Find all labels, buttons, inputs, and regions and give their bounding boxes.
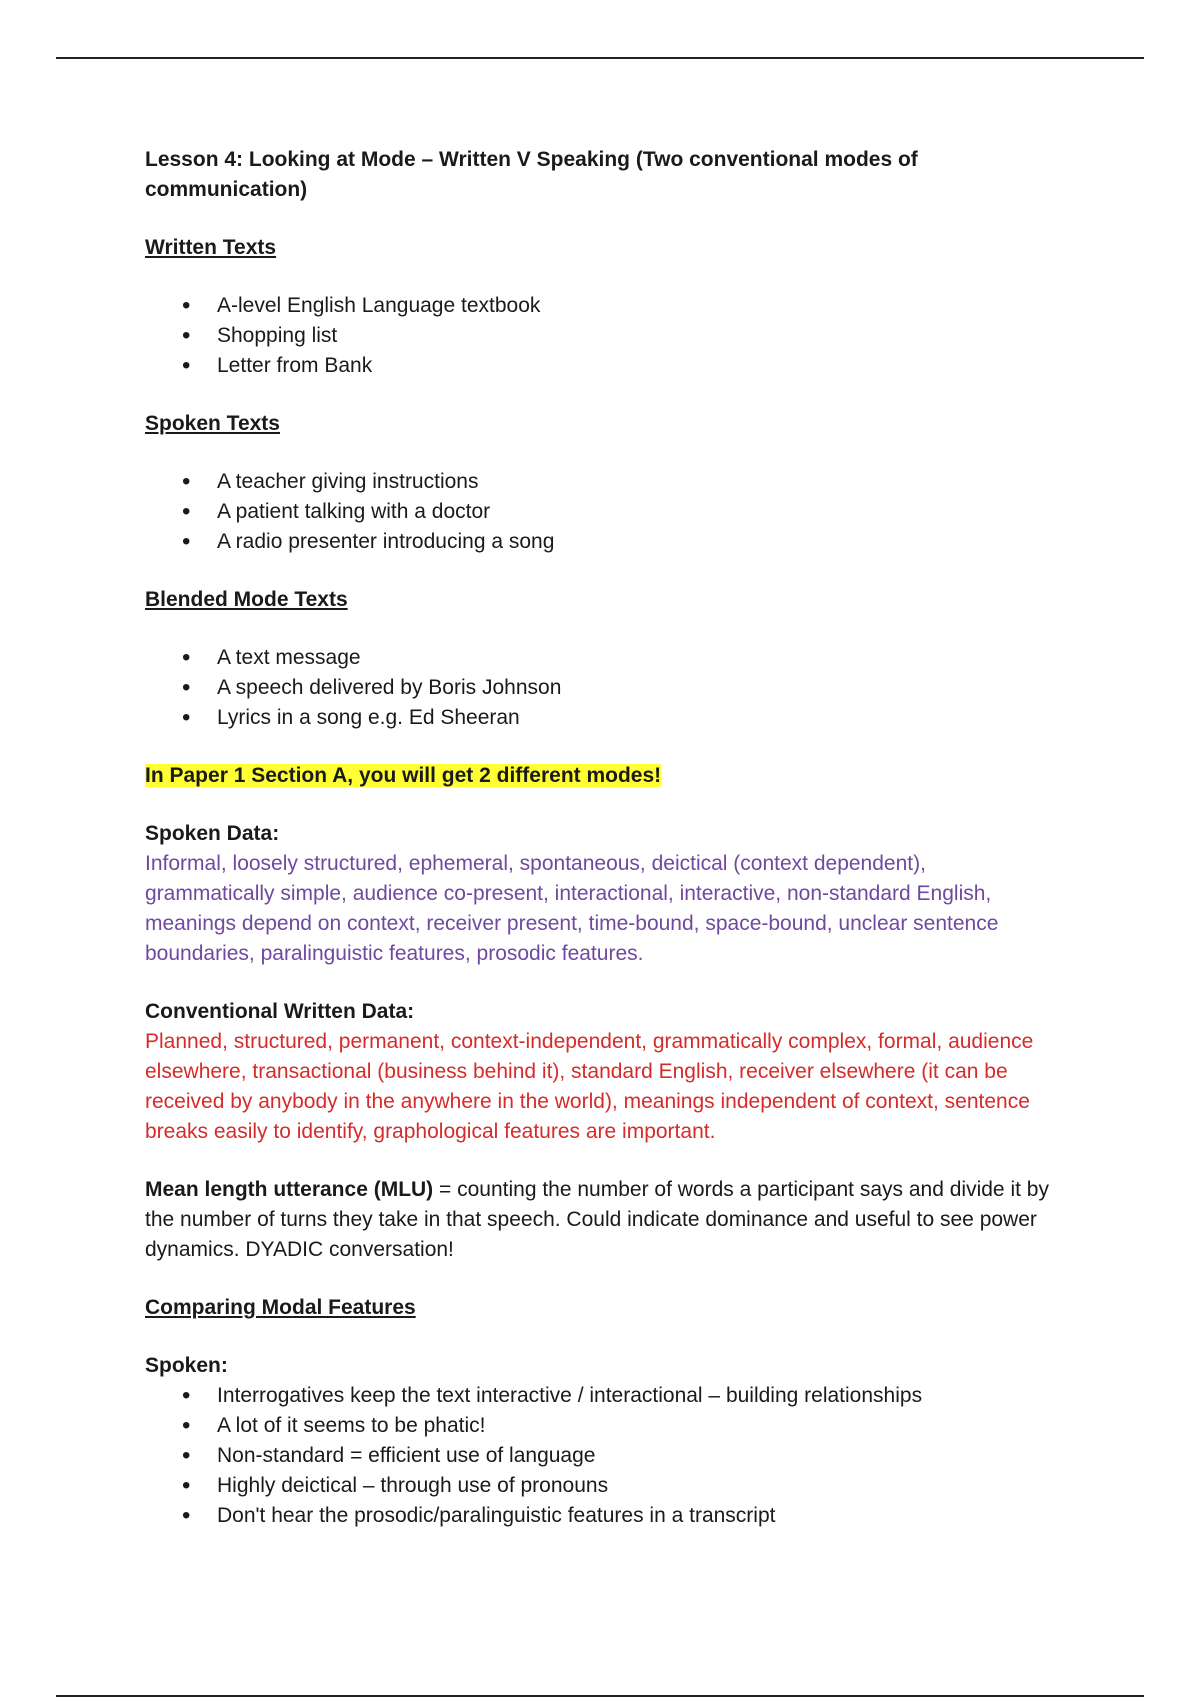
mlu-definition: = counting the number of words a participant says and divide it by the number of turns they take in that speech. Could indicate dominance and useful to see power dynamics. DYADIC conversation! [145, 1178, 1049, 1261]
comparing-spoken-label: Spoken: [145, 1354, 228, 1377]
blended-texts-heading: Blended Mode Texts [145, 588, 348, 611]
list-item: • Don't hear the prosodic/paralinguistic features in a transcript [145, 1501, 1055, 1531]
list-item: • A teacher giving instructions [145, 467, 1055, 497]
written-data-text: Planned, structured, permanent, context-independent, grammatically complex, formal, audience elsewhere, transactional (business behind it), standard English, receiver elsewhere (it can be received by anybody in the anywhere in the world), meanings independent of context, sentence breaks easily to identify, graphological features are important. [145, 1030, 1034, 1143]
spoken-texts-list [145, 467, 1055, 557]
blended-texts-list [145, 643, 1055, 733]
top-rule [56, 57, 1144, 59]
list-item: • Highly deictical – through use of pronouns [145, 1471, 1055, 1501]
list-item: • A lot of it seems to be phatic! [145, 1411, 1055, 1441]
spoken-texts-heading: Spoken Texts [145, 412, 280, 435]
list-item: • A text message [145, 643, 1055, 673]
written-texts-list [145, 291, 1055, 381]
list-item: • A speech delivered by Boris Johnson [145, 673, 1055, 703]
comparing-heading: Comparing Modal Features [145, 1296, 416, 1319]
list-item: • Non-standard = efficient use of language [145, 1441, 1055, 1471]
bottom-rule [56, 1695, 1144, 1697]
list-item: • A-level English Language textbook [145, 291, 1055, 321]
written-texts-heading: Written Texts [145, 236, 277, 259]
list-item: • A radio presenter introducing a song [145, 527, 1055, 557]
highlight-note-row [145, 761, 1055, 791]
mlu-term: Mean length utterance (MLU) [145, 1178, 434, 1201]
spoken-data-text: Informal, loosely structured, ephemeral, spontaneous, deictical (context dependent), grammatically simple, audience co-present, interactional, interactive, non-standard English, meanings depend on context, receiver present, time-bound, space-bound, unclear sentence boundaries, paralinguistic features, prosodic features. [145, 852, 999, 965]
list-item: • Lyrics in a song e.g. Ed Sheeran [145, 703, 1055, 733]
mlu-paragraph [145, 1175, 1055, 1265]
document-page [145, 145, 1055, 1559]
list-item: • Interrogatives keep the text interactive / interactional – building relationships [145, 1381, 1055, 1411]
written-data-label: Conventional Written Data: [145, 1000, 415, 1023]
list-item: • Shopping list [145, 321, 1055, 351]
spoken-data-label: Spoken Data: [145, 822, 280, 845]
list-item: • A patient talking with a doctor [145, 497, 1055, 527]
highlight-note: In Paper 1 Section A, you will get 2 different modes! [145, 764, 662, 787]
comparing-spoken-list [145, 1381, 1055, 1531]
list-item: • Letter from Bank [145, 351, 1055, 381]
lesson-title: Lesson 4: Looking at Mode – Written V Speaking (Two conventional modes of communication) [145, 148, 918, 201]
